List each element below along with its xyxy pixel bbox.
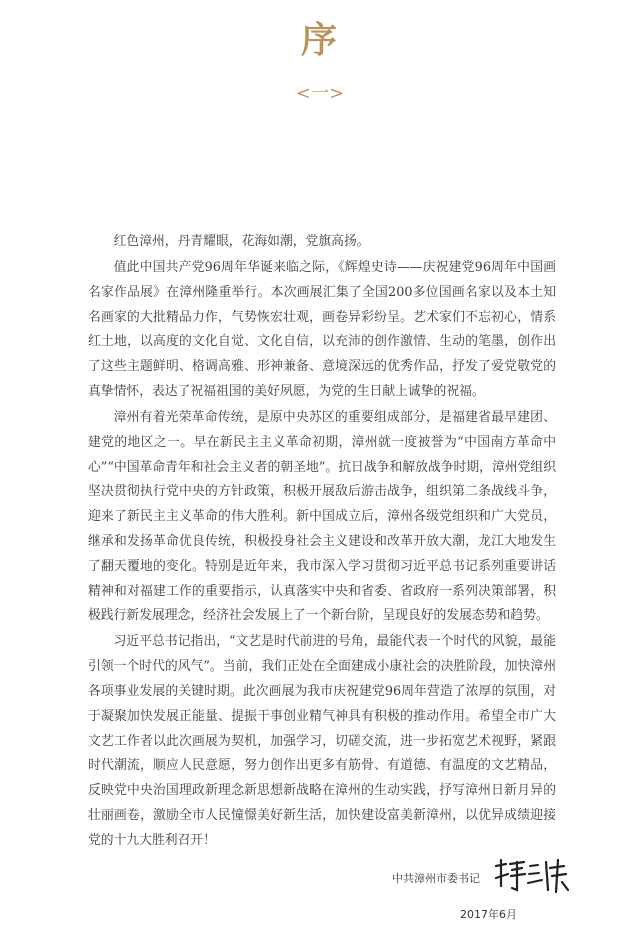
paragraph: 漳州有着光荣革命传统，是原中央苏区的重要组成部分，是福建省最早建团、建党的地区之一。早在新民主主义革命初期，漳州就一度被誉为“中国南方革命中心”“中国革命青年和社会主义者的朝圣地”。抗日战争和解放战争时期，漳州党组织坚决贯彻执行党中央的方针政策，积极开展敌后游击战争，组织第二条战线斗争，迎来了新民主主义革命的伟大胜利。新中国成立后，漳州各级党组织和广大党员，继承和发扬革命优良传统，积极投身社会主义建设和改革开放大潮，龙江大地发生了翻天覆地的变化。特别是近年来，我市深入学习贯彻习近平总书记系列重要讲话精神和对福建工作的重要指示，认真落实中央和省委、省政府一系列决策部署，积极践行新发展理念，经济社会发展上了一个新台阶，呈现良好的发展态势和趋势。 xyxy=(88,409,556,624)
paragraph: 值此中国共产党96周年华诞来临之际，《辉煌史诗——庆祝建党96周年中国画名家作品展》在漳州隆重举行。本次画展汇集了全国200多位国画名家以及本土知名画家的大批精品力作，气势恢宏壮观，画卷异彩纷呈。艺术家们不忘初心，情系红土地，以高度的文化自觉、文化自信，以充沛的创作激情、生动的笔墨，创作出了这些主题鲜明、格调高雅、形神兼备、意境深远的优秀作品，抒发了爱党敬党的真挚情怀，表达了祝福祖国的美好夙愿，为党的生日献上诚挚的祝福。 xyxy=(88,259,556,399)
section-subtitle: <一> xyxy=(295,83,345,104)
signer-title: 中共漳州市委书记 xyxy=(392,872,480,885)
date: 2017年6月 xyxy=(460,908,517,921)
handwritten-signature xyxy=(492,856,572,896)
preface-body xyxy=(88,230,556,855)
signature-block xyxy=(392,856,592,896)
paragraph: 红色漳州，丹青耀眼，花海如潮，党旗高扬。 xyxy=(113,234,370,249)
page-title: 序 xyxy=(300,19,339,61)
paragraph: 习近平总书记指出，“文艺是时代前进的号角，最能代表一个时代的风貌，最能引领一个时代的风气”。当前，我们正处在全面建成小康社会的决胜阶段，加快漳州各项事业发展的关键时期。此次画展为我市庆祝建党96周年营造了浓厚的氛围，对于凝聚加快发展正能量、提振干事创业精气神具有积极的推动作用。希望全市广大文艺工作者以此次画展为契机，加强学习，切磋交流，进一步拓宽艺术视野，紧跟时代潮流，顺应人民意愿，努力创作出更多有筋骨、有道德、有温度的文艺精品，反映党中央治国理政新理念新思想新战略在漳州的生动实践，抒写漳州日新月异的壮丽画卷，激励全市人民憧憬美好新生活，加快建设富美新漳州，以优异成绩迎接党的十九大胜利召开！ xyxy=(88,634,556,848)
